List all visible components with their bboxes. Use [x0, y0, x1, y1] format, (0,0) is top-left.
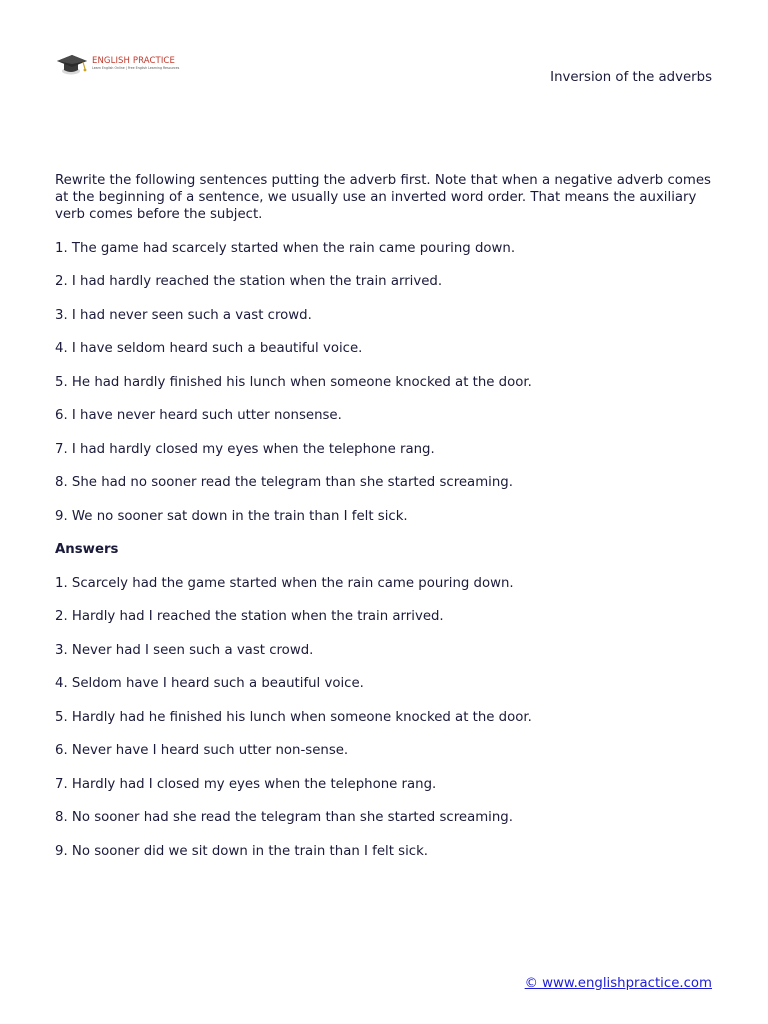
question-item: 5. He had hardly finished his lunch when someone knocked at the door. [55, 374, 532, 390]
website-link[interactable]: © www.englishpractice.com [524, 976, 712, 991]
instructions-text: Rewrite the following sentences putting the adverb first. Note that when a negative adverb comes at the beginning of a sentence, we usually use an inverted word order. That means the auxiliary verb comes before the subject. [55, 173, 711, 222]
answer-item: 4. Seldom have I heard such a beautiful voice. [55, 676, 364, 691]
answer-item: 6. Never have I heard such utter non-sense. [55, 743, 349, 758]
answer-item: 9. No sooner did we sit down in the train than I felt sick. [55, 843, 428, 859]
answer-item: 3. Never had I seen such a vast crowd. [55, 642, 314, 658]
question-item: 2. I had hardly reached the station when the train arrived. [55, 274, 443, 289]
question-item: 3. I had never seen such a vast crowd. [55, 307, 312, 323]
question-item: 6. I have never heard such utter nonsense. [55, 408, 342, 423]
question-list [55, 240, 715, 525]
answers-heading: Answers [55, 542, 119, 557]
logo-name: ENGLISH PRACTICE [92, 56, 175, 66]
question-item: 7. I had hardly closed my eyes when the telephone rang. [55, 441, 435, 457]
page-title: Inversion of the adverbs [550, 70, 712, 85]
answer-item: 2. Hardly had I reached the station when the train arrived. [55, 609, 444, 624]
answer-item: 7. Hardly had I closed my eyes when the telephone rang. [55, 776, 437, 792]
question-item: 9. We no sooner sat down in the train than I felt sick. [55, 508, 408, 524]
graduation-cap-icon [56, 52, 90, 76]
question-item: 4. I have seldom heard such a beautiful voice. [55, 341, 363, 356]
question-item: 1. The game had scarcely started when the rain came pouring down. [55, 240, 516, 256]
question-item: 8. She had no sooner read the telegram than she started screaming. [55, 475, 513, 490]
answer-item: 5. Hardly had he finished his lunch when someone knocked at the door. [55, 709, 532, 725]
worksheet-body [55, 172, 715, 876]
answer-item: 1. Scarcely had the game started when the rain came pouring down. [55, 575, 514, 591]
answer-item: 8. No sooner had she read the telegram than she started screaming. [55, 810, 513, 825]
logo [56, 52, 186, 78]
answer-list [55, 575, 715, 860]
logo-tagline: Learn English Online | Free English Learning Resources [92, 65, 180, 70]
